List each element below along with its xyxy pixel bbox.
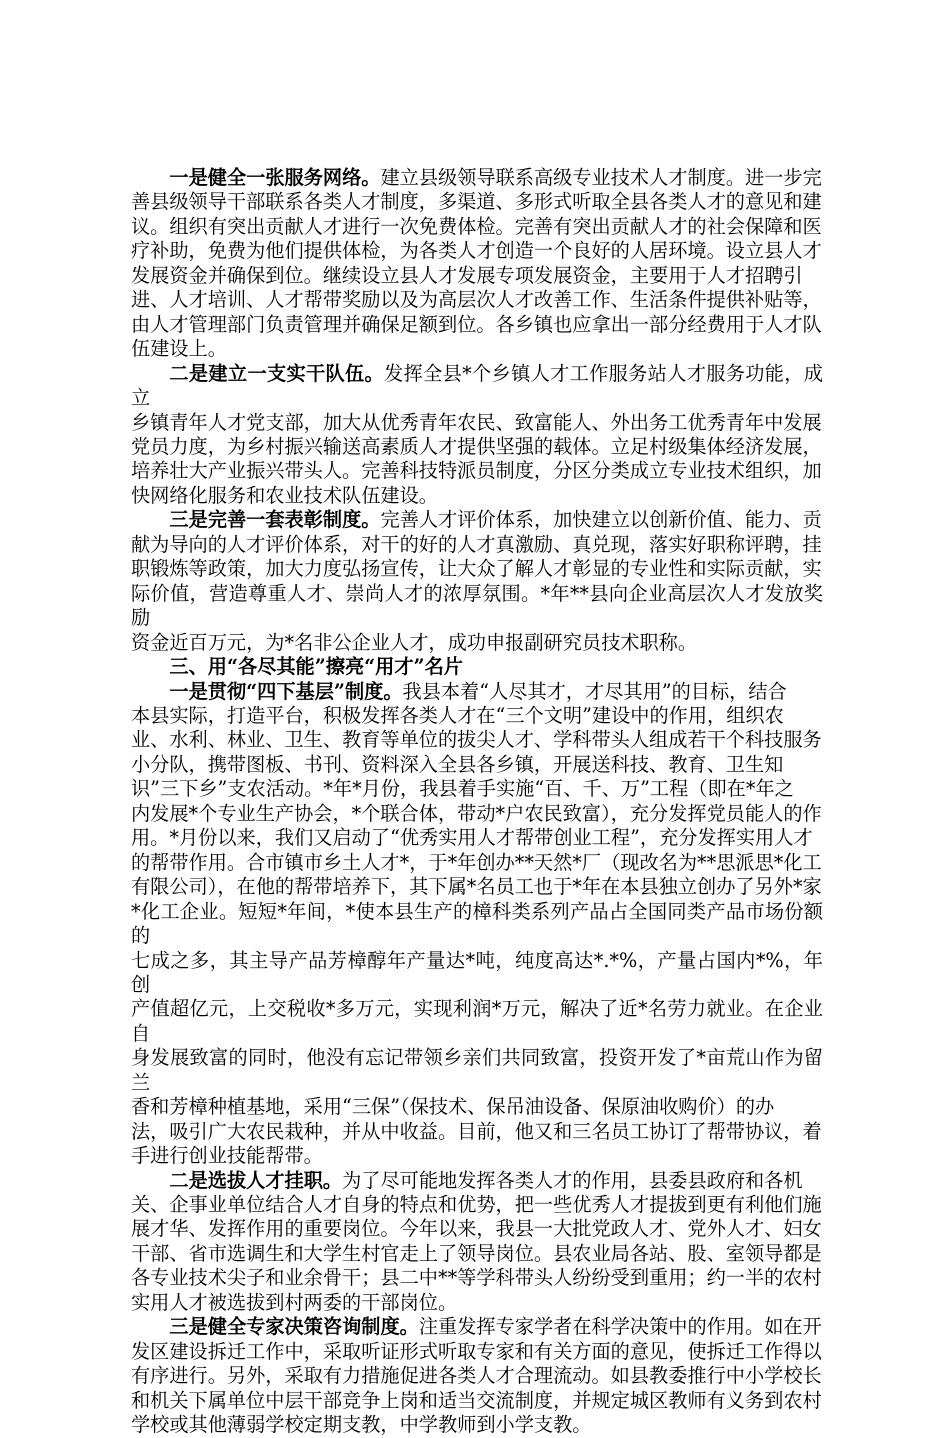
paragraph-text: 发挥全县*个乡镇人才工作服务站人才服务功能，成立 乡镇青年人才党支部，加大从优秀青年农民、致富能人、外出务工优秀青年中发展 党员力度，为乡村振兴输送高素质人才提供坚强的载体。立足村级集体经济发展， 培养壮大产业振兴带头人。完善科技特派员制度，分区分类成立专业技术组织，加 快网络化服务和农业技术队伍建设。: [131, 361, 823, 507]
paragraph-text: 注重发挥专家学者在科学决策中的作用。如在开 发区建设拆迁工作中，采取听证形式听取专家和有关方面的意见，使拆迁工作得以 有序进行。另外，采取有力措施促进各类人才合理流动。如县教委推行中小学校长 和机关下属单位中层干部竞争上岗和适当交流制度，并规定城区教师有义务到农村 学校或其他薄弱学校定期支教，中学教师到小学支教。: [131, 1315, 822, 1437]
paragraph-commendation: [131, 508, 823, 655]
paragraph-lead: 三是健全专家决策咨询制度。: [169, 1315, 419, 1339]
paragraph-expert-consulting: [131, 1315, 823, 1437]
paragraph-four-grassroots: [131, 680, 823, 1169]
paragraph-text: 我县本着“人尽其才，才尽其用”的目标，结合 本县实际，打造平台，积极发挥各类人才在“三个文明”建设中的作用，组织农 业、水利、林业、卫生、教育等单位的拔尖人才、学科带头人组成若干个科技服务 小分队，携带图板、书刊、资料深入全县各乡镇，开展送科技、教育、卫生知 识”三下乡”支农活动。*年*月份，我县着手实施“百、千、万”工程（即在*年之 内发展*个专业生产协会，*个联合体，带动*户农民致富），充分发挥党员能人的作 用。*月份以来，我们又启动了“优秀实用人才帮带创业工程”，充分发挥实用人才 的帮带作用。合市镇市乡土人才*，于*年创办**天然*厂（现改名为**思派思*化工 有限公司），在他的帮带培养下，其下属*名员工也于*年在本县独立创办了另外*家 *化工企业。短短*年间，*使本县生产的樟科类系列产品占全国同类产品市场份额的 七成之多，其主导产品芳樟醇年产量达*吨，纯度高达*.*%，产量占国内*%，年创 产值超亿元，上交税收*多万元，实现利润*万元，解决了近*名劳力就业。在企业自 身发展致富的同时，他没有忘记带领乡亲们共同致富，投资开发了*亩荒山作为留兰 香和芳樟种植基地，采用“三保”（保技术、保吊油设备、保原油收购价）的办 法，吸引广大农民栽种，并从中收益。目前，他又和三名员工协订了帮带协议，着 手进行创业技能帮带。: [131, 679, 823, 1168]
document-body: [131, 166, 823, 1438]
paragraph-lead: 三是完善一套表彰制度。: [169, 508, 381, 532]
paragraph-lead: 二是选拔人才挂职。: [169, 1168, 343, 1192]
paragraph-service-network: [131, 166, 823, 362]
paragraph-text: 完善人才评价体系，加快建立以创新价值、能力、贡 献为导向的人才评价体系，对干的好的人才真激励、真兑现，落实好职称评聘，挂 职锻炼等政策，加大力度弘扬宣传，让大众了解人才彰显的专业性和实际贡献，实 际价值，营造尊重人才、崇尚人才的浓厚氛围。*年**县向企业高层次人才发放奖励 资金近百万元，为*名非公企业人才，成功申报副研究员技术职称。: [131, 508, 823, 654]
paragraph-team: [131, 362, 823, 509]
paragraph-text: 为了尽可能地发挥各类人才的作用，县委县政府和各机 关、企事业单位结合人才自身的特点和优势，把一些优秀人才提拔到更有利他们施 展才华、发挥作用的重要岗位。今年以来，我县一大批党政人才、党外人才、妇女 干部、省市选调生和大学生村官走上了领导岗位。县农业局各站、股、室领导都是 各专业技术尖子和业余骨干；县二中**等学科带头人纷纷受到重用；约一半的农村 实用人才被选拔到村两委的干部岗位。: [131, 1168, 822, 1314]
paragraph-lead: 一是贯彻“四下基层”制度。: [169, 679, 403, 703]
paragraph-text: 建立县级领导联系高级专业技术人才制度。进一步完 善县级领导干部联系各类人才制度，多渠道、多形式听取全县各类人才的意见和建 议。组织有突出贡献人才进行一次免费体检。完善有突出贡献人才的社会保障和医 疗补助，免费为他们提供体检，为各类人才创造一个良好的人居环境。设立县人才 发展资金并确保到位。继续设立县人才发展专项发展资金，主要用于人才招聘引 进、人才培训、人才帮带奖励以及为高层次人才改善工作、生活条件提供补贴等， 由人才管理部门负责管理并确保足额到位。各乡镇也应拿出一部分经费用于人才队 伍建设上。: [131, 166, 822, 361]
paragraph-lead: 一是健全一张服务网络。: [169, 166, 381, 189]
section-heading: 三、用“各尽其能”擦亮“用才”名片: [169, 655, 463, 679]
paragraph-lead: 二是建立一支实干队伍。: [169, 361, 385, 385]
paragraph-talent-posting: [131, 1169, 823, 1316]
